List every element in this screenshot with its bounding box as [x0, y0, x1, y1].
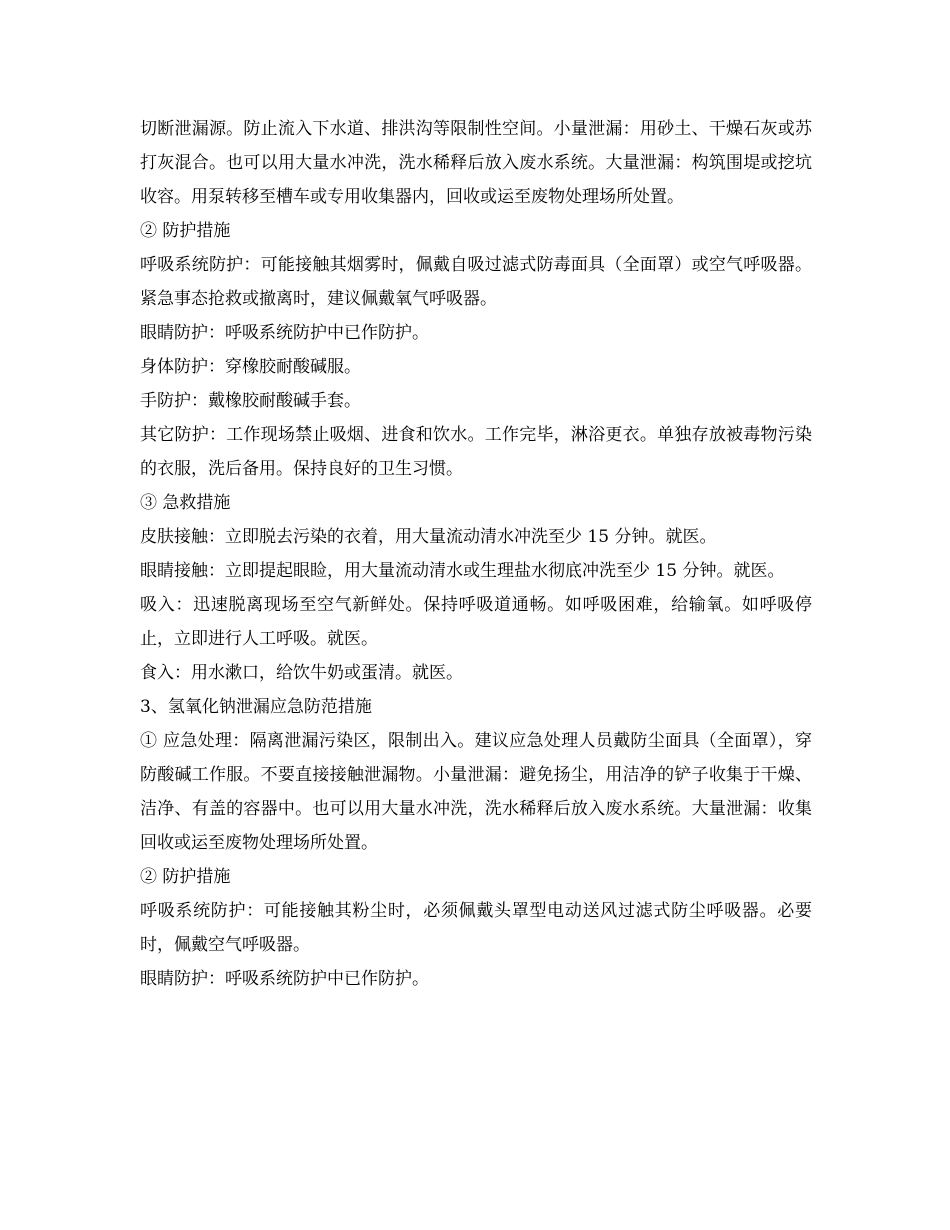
- paragraph-other-protection: 其它防护：工作现场禁止吸烟、进食和饮水。工作完毕，淋浴更衣。单独存放被毒物污染的衣服，洗后备用。保持良好的卫生习惯。: [140, 425, 812, 479]
- heading-protection-measures: ② 防护措施: [140, 221, 231, 241]
- paragraph-eye-contact: 眼睛接触：立即提起眼睑，用大量流动清水或生理盐水彻底冲洗至少 15 分钟。就医。: [140, 561, 785, 581]
- paragraph-eye-protection: 眼睛防护：呼吸系统防护中已作防护。: [140, 323, 429, 343]
- paragraph-skin-contact: 皮肤接触：立即脱去污染的衣着，用大量流动清水冲洗至少 15 分钟。就医。: [140, 527, 717, 547]
- heading-naoh-protection: ② 防护措施: [140, 867, 231, 887]
- paragraph-hand-protection: 手防护：戴橡胶耐酸碱手套。: [140, 391, 361, 411]
- paragraph-naoh-emergency: ① 应急处理：隔离泄漏污染区，限制出入。建议应急处理人员戴防尘面具（全面罩），穿防酸碱工作服。不要直接接触泄漏物。小量泄漏：避免扬尘，用洁净的铲子收集于干燥、洁净、有盖的容器中。也可以用大量水冲洗，洗水稀释后放入废水系统。大量泄漏：收集回收或运至废物处理场所处置。: [140, 731, 812, 853]
- paragraph-spill-handling: 切断泄漏源。防止流入下水道、排洪沟等限制性空间。小量泄漏：用砂土、干燥石灰或苏打灰混合。也可以用大量水冲洗，洗水稀释后放入废水系统。大量泄漏：构筑围堤或挖坑收容。用泵转移至槽车或专用收集器内，回收或运至废物处理场所处置。: [140, 119, 812, 207]
- paragraph-body-protection: 身体防护：穿橡胶耐酸碱服。: [140, 357, 361, 377]
- heading-naoh-spill: 3、氢氧化钠泄漏应急防范措施: [140, 697, 372, 717]
- paragraph-naoh-eye: 眼睛防护：呼吸系统防护中已作防护。: [140, 969, 429, 989]
- heading-first-aid: ③ 急救措施: [140, 493, 231, 513]
- paragraph-ingestion: 食入：用水漱口，给饮牛奶或蛋清。就医。: [140, 663, 463, 683]
- document-body: [140, 112, 812, 996]
- paragraph-naoh-respiratory: 呼吸系统防护：可能接触其粉尘时，必须佩戴头罩型电动送风过滤式防尘呼吸器。必要时，佩戴空气呼吸器。: [140, 901, 812, 955]
- paragraph-respiratory-protection: 呼吸系统防护：可能接触其烟雾时，佩戴自吸过滤式防毒面具（全面罩）或空气呼吸器。紧急事态抢救或撤离时，建议佩戴氧气呼吸器。: [140, 255, 812, 309]
- paragraph-inhalation: 吸入：迅速脱离现场至空气新鲜处。保持呼吸道通畅。如呼吸困难，给输氧。如呼吸停止，立即进行人工呼吸。就医。: [140, 595, 812, 649]
